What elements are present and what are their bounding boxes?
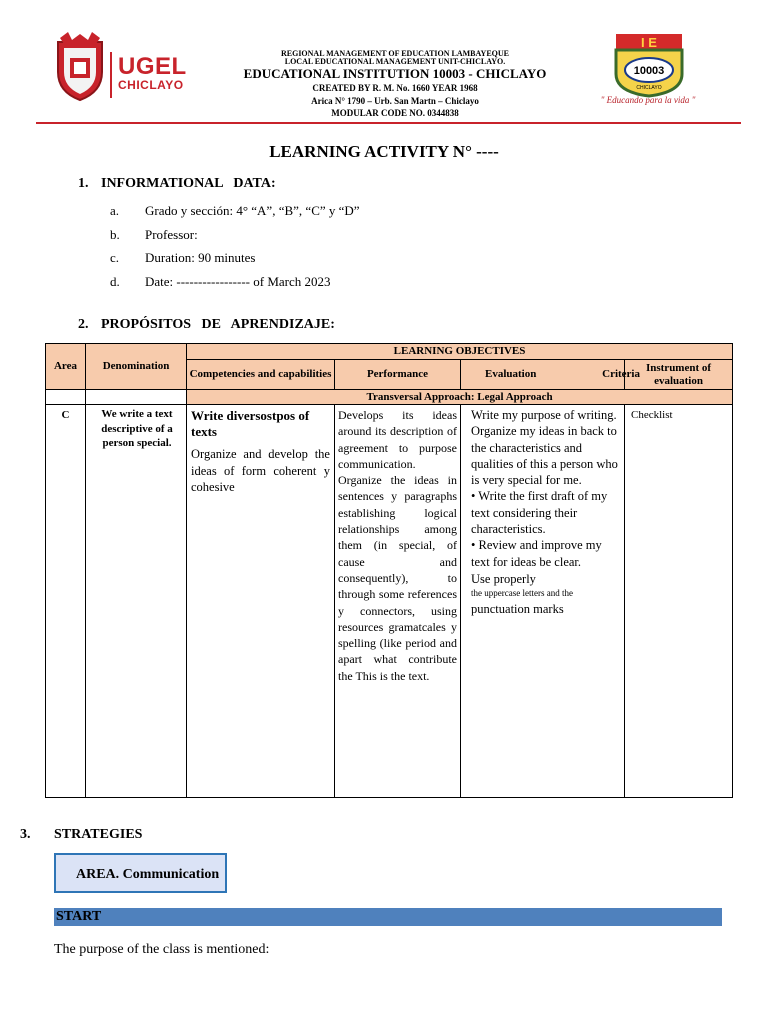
header-line-5: Arica N° 1790 – Urb. San Martn – Chiclayo xyxy=(311,96,479,106)
info-item-letter: a. xyxy=(110,203,120,218)
ugel-wordmark xyxy=(118,53,187,92)
section-3-number: 3. xyxy=(20,827,31,842)
ugel-emblem-icon xyxy=(50,32,110,104)
crest-city: CHICLAYO xyxy=(636,85,662,91)
info-item-duration: Duration: 90 minutes xyxy=(145,250,256,265)
area-label: AREA. Communication xyxy=(76,867,220,882)
section-1-heading: INFORMATIONAL DATA: xyxy=(101,176,276,191)
info-item-grade: Grado y sección: 4° “A”, “B”, “C” y “D” xyxy=(145,203,360,218)
section-3-heading: STRATEGIES xyxy=(54,827,143,842)
criteria-item: the uppercase letters and the xyxy=(471,588,573,599)
header-criteria: Criteria xyxy=(602,368,640,380)
crest-letters: I E xyxy=(641,35,657,50)
header-competencies: Competencies and capabilities xyxy=(187,360,335,390)
header-line-2: LOCAL EDUCATIONAL MANAGEMENT UNIT-CHICLAYO. xyxy=(284,57,506,66)
info-item-letter: d. xyxy=(110,274,120,289)
ugel-name: UGEL xyxy=(118,53,187,80)
info-item-letter: c. xyxy=(110,250,120,265)
criteria-item: • Write the first draft of my text considering their characteristics. xyxy=(471,489,608,537)
header-line-6: MODULAR CODE NO. 0344838 xyxy=(331,108,459,118)
cell-criteria xyxy=(461,405,625,798)
learning-objectives-table xyxy=(45,343,733,798)
ugel-city: CHICLAYO xyxy=(118,78,184,92)
header-evaluation-criteria xyxy=(461,360,640,390)
competency-text: Organize and develop the ideas of form coherent y cohesive xyxy=(191,447,330,494)
info-item-professor: Professor: xyxy=(145,227,198,242)
cell-denomination: We write a text descriptive of a person special. xyxy=(86,405,187,798)
header-learning-objectives: LEARNING OBJECTIVES xyxy=(187,344,733,360)
logo-divider xyxy=(110,52,112,98)
header-divider xyxy=(36,122,741,124)
criteria-item: punctuation marks xyxy=(471,602,564,617)
header-line-1: REGIONAL MANAGEMENT OF EDUCATION LAMBAYEQUE xyxy=(280,49,510,58)
section-2-heading: PROPÓSITOS DE APRENDIZAJE: xyxy=(101,317,335,332)
crest-number: 10003 xyxy=(633,65,665,77)
criteria-item: • Review and improve my text for ideas be clear. xyxy=(471,538,602,569)
cell-instrument: Checklist xyxy=(625,405,733,798)
criteria-item: Write my purpose of writing. xyxy=(471,408,617,422)
header-area: Area xyxy=(46,344,86,390)
competency-title: Write diversostpos of texts xyxy=(191,408,310,439)
cell-performance: Develops its ideas around its description of agreement to purpose communication. Organize the ideas in sentences y paragraphs establishing logical relationships among them (in special, of cause and consequently), to through some references y connectors, using resources gramatcales y spelling (like period and apart what contribute the This is the text. xyxy=(335,405,461,798)
page-title: LEARNING ACTIVITY N° ---- xyxy=(269,142,499,161)
info-item-date: Date: ----------------- of March 2023 xyxy=(145,274,331,289)
info-item-letter: b. xyxy=(110,227,120,242)
transversal-approach: Transversal Approach: Legal Approach xyxy=(187,390,733,405)
start-bar xyxy=(54,908,722,926)
cell-area: C xyxy=(46,405,86,798)
header-instrument: Instrument of evaluation xyxy=(625,360,733,390)
section-2-number: 2. xyxy=(78,317,89,332)
crest-icon xyxy=(604,32,694,98)
header-evaluation: Evaluation xyxy=(485,368,537,380)
institution-name: EDUCATIONAL INSTITUTION 10003 - CHICLAYO xyxy=(243,66,547,81)
school-motto: " Educando para la vida " xyxy=(600,95,696,105)
header-performance: Performance xyxy=(335,360,461,390)
header-denomination: Denomination xyxy=(86,344,187,390)
section-1-number: 1. xyxy=(78,176,89,191)
start-label: START xyxy=(56,909,102,924)
header-line-4: CREATED BY R. M. No. 1660 YEAR 1968 xyxy=(312,83,478,93)
criteria-item: Organize my ideas in back to the characteristics and qualities of this a person who is very special for me. xyxy=(471,424,618,488)
purpose-text: The purpose of the class is mentioned: xyxy=(54,942,270,957)
criteria-item: Use properly xyxy=(471,571,536,586)
cell-competencies xyxy=(187,405,335,798)
